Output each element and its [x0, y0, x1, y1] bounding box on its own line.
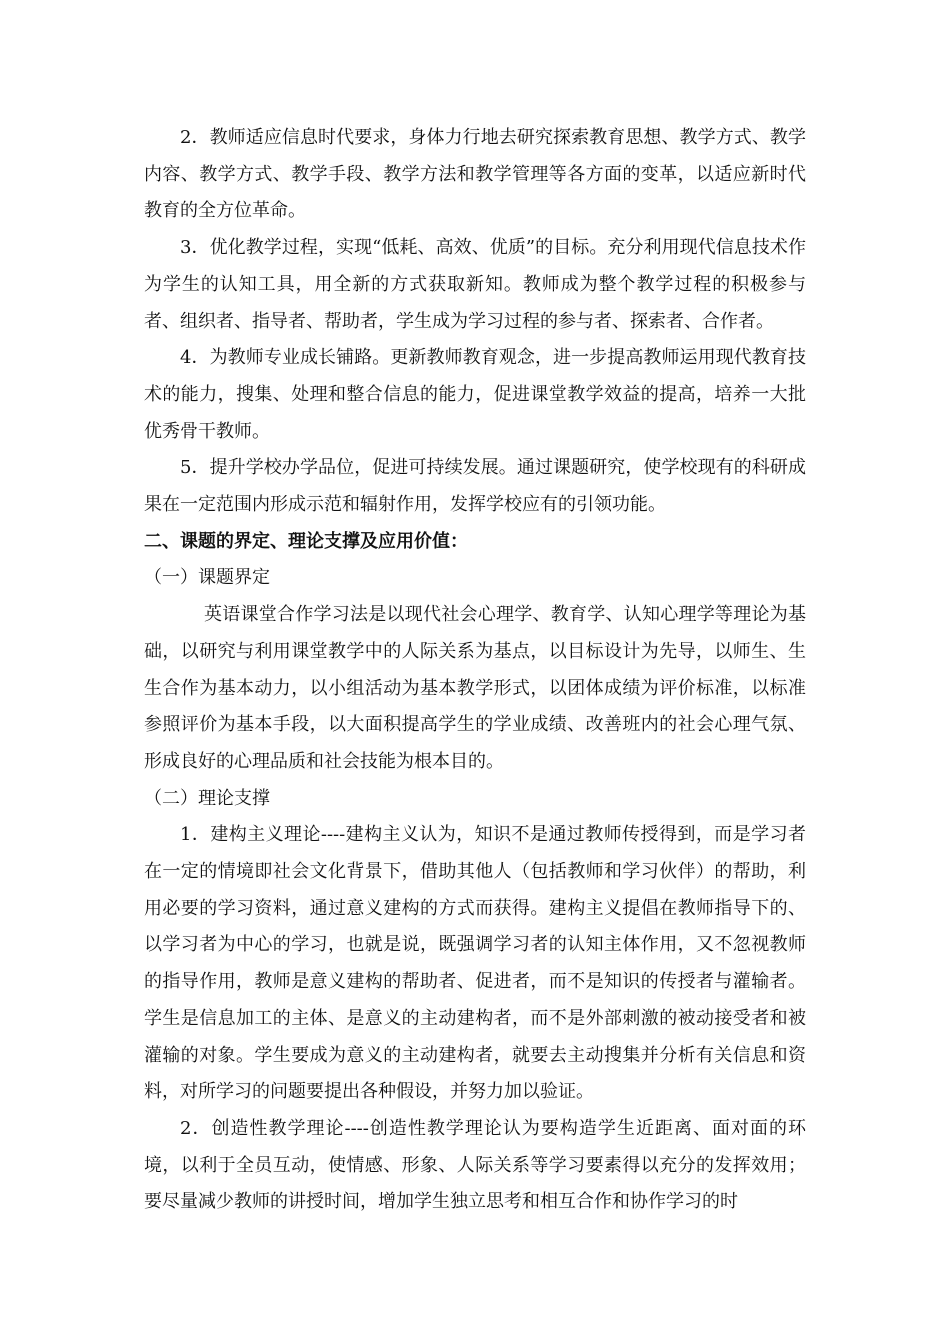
paragraph-definition: 英语课堂合作学习法是以现代社会心理学、教育学、认知心理学等理论为基础，以研究与利用课堂教学中的人际关系为基点，以目标设计为先导，以师生、生生合作为基本动力，以小组活动为基本教学形式，以团体成绩为评价标准，以标准参照评价为基本手段，以大面积提高学生的学业成绩、改善班内的社会心理气氛、形成良好的心理品质和社会技能为根本目的。: [144, 604, 806, 772]
paragraph-goal-3: 3．优化教学过程，实现“低耗、高效、优质”的目标。充分利用现代信息技术作为学生的认知工具，用全新的方式获取新知。教师成为整个教学过程的积极参与者、组织者、指导者、帮助者，学生成为学习过程的参与者、探索者、合作者。: [144, 237, 806, 332]
subsection-heading-theory: （二）理论支撑: [144, 787, 270, 809]
subsection-heading-definition: （一）课题界定: [144, 567, 270, 589]
paragraph-goal-2: 2．教师适应信息时代要求，身体力行地去研究探索教育思想、教学方式、教学内容、教学方式、教学手段、教学方法和教学管理等各方面的变革，以适应新时代教育的全方位革命。: [144, 127, 806, 222]
paragraph-theory-constructivism: 1．建构主义理论----建构主义认为，知识不是通过教师传授得到，而是学习者在一定的情境即社会文化背景下，借助其他人（包括教师和学习伙伴）的帮助，利用必要的学习资料，通过意义建构的方式而获得。建构主义提倡在教师指导下的、以学习者为中心的学习，也就是说，既强调学习者的认知主体作用，又不忽视教师的指导作用，教师是意义建构的帮助者、促进者，而不是知识的传授者与灌输者。学生是信息加工的主体、是意义的主动建构者，而不是外部刺激的被动接受者和被灌输的对象。学生要成为意义的主动建构者，就要去主动搜集并分析有关信息和资料，对所学习的问题要提出各种假设，并努力加以验证。: [144, 824, 806, 1103]
section-heading: 二、课题的界定、理论支撑及应用价值：: [144, 530, 468, 552]
paragraph-goal-5: 5．提升学校办学品位，促进可持续发展。通过课题研究，使学校现有的科研成果在一定范围内形成示范和辐射作用，发挥学校应有的引领功能。: [144, 457, 806, 516]
paragraph-goal-4: 4．为教师专业成长铺路。更新教师教育观念，进一步提高教师运用现代教育技术的能力，搜集、处理和整合信息的能力，促进课堂教学效益的提高，培养一大批优秀骨干教师。: [144, 347, 806, 442]
paragraph-theory-creative-teaching: 2．创造性教学理论----创造性教学理论认为要构造学生近距离、面对面的环境，以利于全员互动，使情感、形象、人际关系等学习要素得以充分的发挥效用；要尽量减少教师的讲授时间，增加学生独立思考和相互合作和协作学习的时: [144, 1117, 806, 1213]
document-page: [144, 120, 806, 1221]
